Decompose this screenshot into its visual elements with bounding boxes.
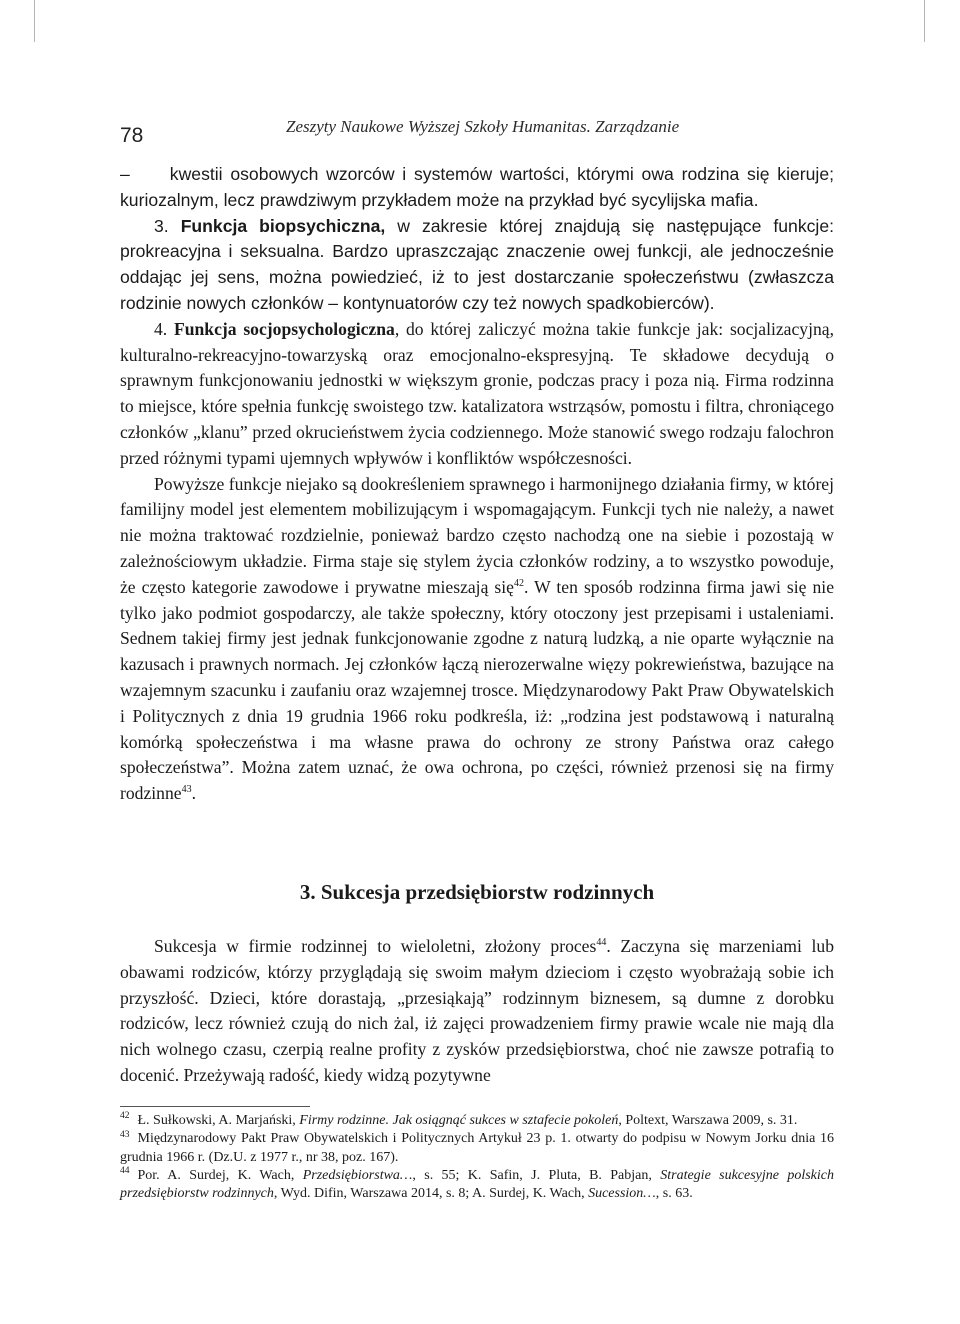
footnote-number: 43 — [120, 1129, 130, 1140]
footnote-ref: 43 — [181, 784, 192, 796]
paragraph-text: . — [191, 783, 196, 804]
footnote-ref: 44 — [596, 937, 607, 949]
footnote-text: , Poltext, Warszawa 2009, s. 31. — [618, 1113, 798, 1128]
footnote-ref: 42 — [513, 577, 524, 589]
paragraph-biopsychic — [120, 214, 834, 317]
paragraph-mafia — [120, 162, 834, 214]
crop-mark-left — [34, 0, 35, 42]
paragraph-functions — [120, 472, 834, 807]
footnote-42 — [120, 1112, 834, 1130]
crop-mark-right — [924, 0, 925, 42]
body-text — [120, 162, 834, 807]
paragraph-text: Bardzo upraszczając znaczenie owej funkcji, ale jednocześnie oddając jej sens, można powiedzieć, iż to jest dostarczanie społeczeństwu (zwłaszcza rodzinie nowych członków – kontynuatorów czy też nowych spadkobierców). — [120, 241, 835, 313]
footnote-text: , s. 55; K. Safin, J. Pluta, B. Pabjan, — [412, 1167, 661, 1183]
footnote-title: Sucession… — [588, 1186, 656, 1202]
footnote-separator — [120, 1106, 310, 1107]
term-bold: Funkcja biopsychiczna, — [180, 215, 386, 236]
paragraph-succession — [120, 934, 834, 1089]
list-number: 3. — [154, 215, 169, 236]
section-heading: 3. Sukcesja przedsiębiorstw rodzinnych — [299, 880, 655, 904]
paragraph-text: . Zaczyna się marzeniami lub obawami rodziców, którzy przyglądają się swoim małym dzieciom i często wyobrażają sobie ich przyszłość. Dzieci, które dorastają, „przesiąkają” rodzinnym biznesem, są dumne z dorobku rodziców, lecz również czują do nich żal, iż zajęci prowadzeniem firmy prawie wcale nie mają dla nich wolnego czasu, czerpią realne profity z zysków przedsiębiorstwa, choć nie zawsze potrafią to docenić. Przeżywają radość, kiedy widzą pozytywne — [120, 936, 834, 1085]
paragraph-text: w zakresie której znajdują się następujące funkcje: prokreacyjna i seksualna. — [120, 215, 834, 262]
footnotes — [120, 1112, 834, 1203]
footnote-number: 42 — [120, 1111, 130, 1122]
footnote-44 — [120, 1167, 834, 1204]
footnote-number: 44 — [120, 1166, 130, 1177]
page-header — [120, 112, 840, 148]
paragraph-text: Powyższe funkcje niejako są dookreśleniem sprawnego i harmonijnego działania firmy, w której familijny model jest elementem mobilizującym i wspomagającym. Funkcji tych nie należy, a nawet nie można traktować rozdzielnie, ponieważ bardzo często nachodzą one na siebie i pozostają w zależnościowym układzie. Firma staje się stylem życia członków rodziny, a to wszystko powoduje, że często kategorie zawodowe i prywatne mieszają się — [120, 473, 834, 597]
term-bold: Funkcja socjopsychologiczna — [173, 318, 395, 339]
running-title: Zeszyty Naukowe Wyższej Szkoły Humanitas. Zarządzanie — [286, 117, 680, 136]
footnote-text: , s. 63. — [655, 1186, 693, 1202]
paragraph-sociopsych — [120, 317, 834, 472]
footnote-title: Strategie sukcesyjne polskich przedsiębiorstw rodzinnych — [120, 1167, 834, 1202]
footnote-text: Ł. Sułkowski, A. Marjański, — [137, 1113, 300, 1128]
dash: – — [120, 164, 130, 184]
paragraph-text: kwestii osobowych wzorców i systemów wartości, którymi owa rodzina się kieruje; kuriozalnym, lecz prawdziwym przykładem może na przykład być sycylijska mafia. — [120, 164, 834, 210]
paragraph-text: . W ten sposób rodzinna firma jawi się nie tylko jako podmiot gospodarczy, ale także społeczny, który otoczony jest przepisami i ustaleniami. Sednem takiej firmy jest jednak funkcjonowanie zgodne z naturą ludzką, a nie oparte wyłącznie na kazusach i prawnych normach. Jej członków łączą nierozerwalne więzy pokrewieństwa, bazujące na wzajemnym szacunku i zaufaniu oraz wzajemnej trosce. Międzynarodowy Pakt Praw Obywatelskich i Politycznych z dnia 19 grudnia 1966 roku podkreśla, iż: „rodzina jest podstawową i naturalną komórką społeczeństwa i ma własne prawa do ochrony ze strony Państwa oraz całego społeczeństwa”. Można zatem uznać, że owa ochrona, po części, również przenosi się na firmy rodzinne — [120, 576, 834, 804]
paragraph-text: , do której zaliczyć można takie funkcje jak: socjalizacyjną, kulturalno-rekreacyjno-towarzyską oraz emocjonalno-ekspresyjną. Te składowe decydują o sprawnym funkcjonowaniu jednostki w większym gronie, podczas pracy i poza nią. Firma rodzinna to miejsce, które spełnia funkcję swoistego tzw. katalizatora wstrząsów, pomostu i filtra, chroniącego członków „klanu” przed okrucieństwem życia codziennego. Może stanowić swego rodzaju falochron przed różnymi typami ujemnych wpływów i konfliktów współczesności. — [120, 318, 834, 468]
paragraph-text: Sukcesja w firmie rodzinnej to wieloletni, złożony proces — [154, 936, 597, 956]
footnote-43 — [120, 1130, 834, 1167]
page-number: 78 — [120, 124, 144, 147]
footnote-text: Międzynarodowy Pakt Praw Obywatelskich i Politycznych Artykuł 23 p. 1. otwarty do podpisu w Nowym Jorku dnia 16 grudnia 1966 r. (Dz.U. z 1977 r., nr 38, poz. 167). — [120, 1131, 834, 1165]
footnote-text: , Wyd. Difin, Warszawa 2014, s. 8; A. Surdej, K. Wach, — [273, 1186, 589, 1202]
list-number: 4. — [154, 318, 168, 339]
footnote-title: Firmy rodzinne. Jak osiągnąć sukces w sztafecie pokoleń — [299, 1113, 619, 1128]
section-body — [120, 934, 834, 1089]
footnote-text: Por. A. Surdej, K. Wach, — [137, 1167, 303, 1183]
footnote-title: Przedsiębiorstwa… — [302, 1167, 413, 1183]
